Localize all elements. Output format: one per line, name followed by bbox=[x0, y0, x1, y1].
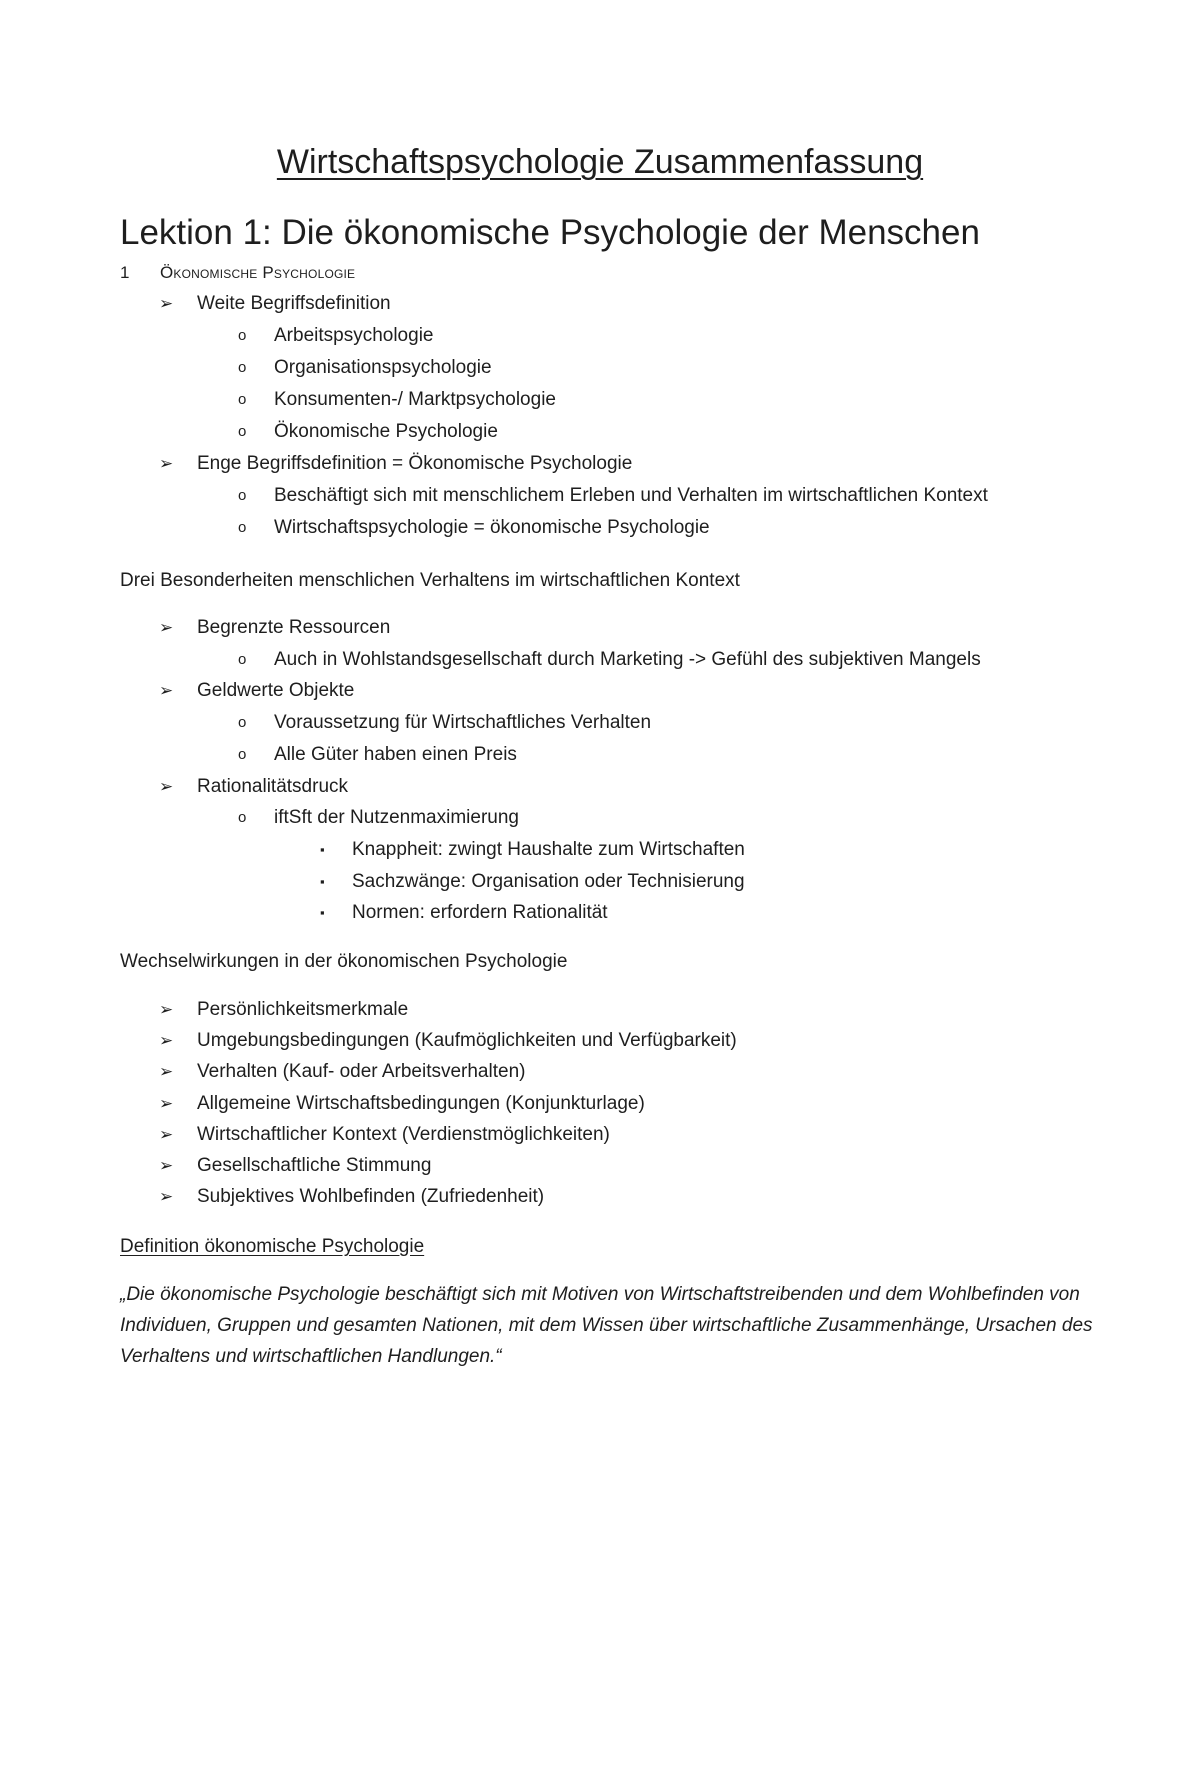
list-item-text: Rationalitätsdruck bbox=[197, 775, 349, 797]
list-item bbox=[238, 484, 988, 508]
list-item-text: Subjektives Wohlbefinden (Zufriedenheit) bbox=[197, 1186, 545, 1208]
bullet-icon: o bbox=[238, 359, 247, 376]
bullet-icon: ➢ bbox=[159, 1031, 174, 1051]
list-item-text: Geldwerte Objekte bbox=[197, 680, 355, 702]
bullet-icon: o bbox=[238, 714, 247, 732]
bullet-icon: ▪ bbox=[320, 873, 325, 889]
list-item-text: Enge Begriffsdefinition = Ökonomische Psychologie bbox=[197, 453, 633, 474]
list-item bbox=[238, 711, 652, 735]
list-item bbox=[159, 292, 391, 316]
list-item bbox=[320, 870, 745, 894]
list-item-text: Allgemeine Wirtschaftsbedingungen (Konjunkturlage) bbox=[197, 1092, 645, 1114]
list-item bbox=[159, 452, 633, 476]
bullet-icon: ➢ bbox=[159, 1093, 174, 1113]
list-item bbox=[320, 838, 745, 862]
list-item bbox=[159, 1092, 645, 1116]
list-item bbox=[238, 420, 498, 444]
list-item bbox=[238, 324, 434, 348]
list-item bbox=[159, 1060, 526, 1084]
list-item-text: Normen: erfordern Rationalität bbox=[352, 902, 608, 924]
document-title: Wirtschaftspsychologie Zusammenfassung bbox=[276, 143, 924, 181]
bullet-icon: ➢ bbox=[159, 618, 174, 637]
bullet-icon: o bbox=[238, 809, 247, 827]
bullet-icon: ➢ bbox=[159, 1156, 174, 1175]
bullet-icon: o bbox=[238, 487, 247, 504]
list-item-text: Weite Begriffsdefinition bbox=[197, 293, 391, 314]
list-item-text: Organisationspsychologie bbox=[274, 357, 492, 378]
list-item bbox=[238, 743, 517, 767]
bullet-icon: ▪ bbox=[320, 841, 325, 857]
section-number: 1 bbox=[120, 263, 130, 282]
definition-heading: Definition ökonomische Psychologie bbox=[120, 1236, 425, 1257]
bullet-icon: o bbox=[238, 745, 247, 763]
list-item bbox=[159, 616, 391, 640]
list-item bbox=[159, 1185, 545, 1209]
bullet-icon: ➢ bbox=[159, 454, 174, 473]
bullet-icon: o bbox=[238, 519, 247, 536]
list-item bbox=[159, 998, 409, 1022]
list-item-text: Verhalten (Kauf- oder Arbeitsverhalten) bbox=[197, 1061, 526, 1083]
list-item bbox=[159, 775, 349, 799]
bullet-icon: ➢ bbox=[159, 1000, 174, 1019]
bullet-icon: o bbox=[238, 423, 247, 440]
list-item-text: Umgebungsbedingungen (Kaufmöglichkeiten und Verfügbarkeit) bbox=[197, 1030, 737, 1052]
bullet-icon: o bbox=[238, 327, 247, 344]
definition-quote: „Die ökonomische Psychologie beschäftigt sich mit Motiven von Wirtschaftstreibenden und dem Wohlbefinden von Individuen, Gruppen und gesamten Nationen, mit dem Wissen über wirtschaftliche Zusammenhänge, Ursachen des Verhaltens und wirtschaftlichen Handlungen.“ bbox=[120, 1284, 1093, 1367]
list-item-text: Alle Güter haben einen Preis bbox=[274, 743, 517, 765]
list-item bbox=[320, 901, 608, 925]
list-item bbox=[238, 388, 556, 412]
list-item-text: Voraussetzung für Wirtschaftliches Verhalten bbox=[274, 712, 652, 734]
bullet-icon: ▪ bbox=[320, 905, 325, 921]
bullet-icon: o bbox=[238, 650, 247, 668]
list-item-text: Persönlichkeitsmerkmale bbox=[197, 999, 409, 1020]
list-item bbox=[159, 1123, 610, 1147]
bullet-icon: o bbox=[238, 391, 247, 408]
list-item bbox=[159, 1029, 737, 1053]
list-item-text: Knappheit: zwingt Haushalte zum Wirtschaften bbox=[352, 838, 745, 860]
paragraph-besonderheiten: Drei Besonderheiten menschlichen Verhaltens im wirtschaftlichen Kontext bbox=[120, 570, 740, 591]
bullet-icon: ➢ bbox=[159, 294, 174, 313]
lesson-heading: Lektion 1: Die ökonomische Psychologie der Menschen bbox=[120, 213, 980, 252]
list-item-text: Gesellschaftliche Stimmung bbox=[197, 1155, 432, 1176]
bullet-icon: ➢ bbox=[159, 681, 174, 701]
bullet-icon: ➢ bbox=[159, 1124, 174, 1144]
list-item-text: Wirtschaftspsychologie = ökonomische Psychologie bbox=[274, 517, 710, 538]
list-item-text: Ökonomische Psychologie bbox=[274, 421, 498, 442]
list-item-text: Arbeitspsychologie bbox=[274, 325, 434, 346]
paragraph-wechselwirkungen: Wechselwirkungen in der ökonomischen Psychologie bbox=[120, 951, 568, 972]
list-item-text: iftSft der Nutzenmaximierung bbox=[274, 807, 519, 829]
list-item-text: Sachzwänge: Organisation oder Technisierung bbox=[352, 870, 745, 892]
bullet-icon: ➢ bbox=[159, 776, 174, 796]
list-item-text: Beschäftigt sich mit menschlichem Erleben und Verhalten im wirtschaftlichen Kontext bbox=[274, 485, 988, 506]
list-item bbox=[238, 648, 981, 672]
list-item-text: Auch in Wohlstandsgesellschaft durch Marketing -> Gefühl des subjektiven Mangels bbox=[274, 648, 981, 670]
list-item-text: Konsumenten-/ Marktpsychologie bbox=[274, 389, 556, 410]
list-item-text: Begrenzte Ressourcen bbox=[197, 617, 391, 638]
section-title: Ökonomische Psychologie bbox=[160, 263, 356, 282]
bullet-icon: ➢ bbox=[159, 1062, 174, 1082]
list-item bbox=[159, 679, 355, 703]
list-item-text: Wirtschaftlicher Kontext (Verdienstmöglichkeiten) bbox=[197, 1123, 610, 1145]
bullet-icon: ➢ bbox=[159, 1187, 174, 1207]
list-item bbox=[159, 1154, 432, 1178]
list-item bbox=[238, 516, 710, 540]
list-item bbox=[238, 356, 492, 380]
list-item bbox=[238, 806, 519, 830]
